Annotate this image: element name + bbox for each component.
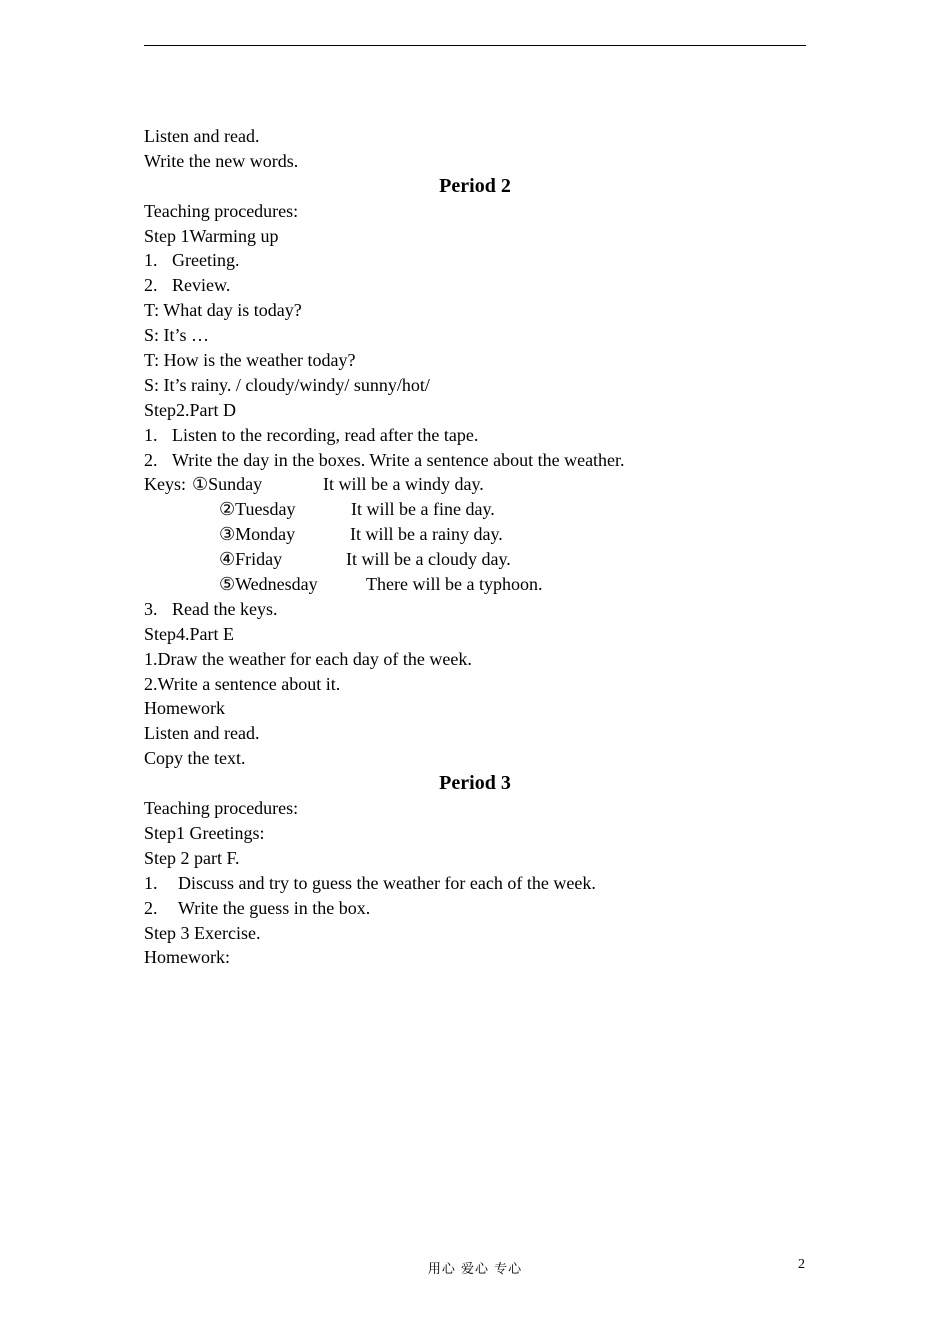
period-3-heading: Period 3: [439, 772, 511, 795]
list-item: [144, 597, 806, 622]
list-text: Listen to the recording, read after the tape.: [172, 424, 479, 445]
dialogue-line: T: What day is today?: [144, 300, 302, 321]
list-text: Discuss and try to guess the weather for each of the week.: [178, 872, 596, 893]
dialogue-line: S: It’s rainy. / cloudy/windy/ sunny/hot/: [144, 374, 430, 395]
key-row: [144, 497, 806, 522]
list-item: [144, 448, 806, 473]
keys-label: Keys:: [144, 474, 186, 495]
header-rule: [144, 45, 806, 46]
key-sentence: There will be a typhoon.: [366, 574, 543, 595]
key-sentence: It will be a cloudy day.: [346, 549, 511, 570]
text-line: Step 2 part F.: [144, 847, 240, 868]
text-line: Step4.Part E: [144, 623, 234, 644]
key-row: [144, 547, 806, 572]
footer-motto: 用心 爱心 专心: [427, 1262, 523, 1277]
key-day: ①Sunday: [192, 474, 263, 495]
key-sentence: It will be a fine day.: [351, 499, 495, 520]
key-row: [144, 472, 806, 497]
list-number: 2.: [144, 275, 158, 296]
text-line: 2.Write a sentence about it.: [144, 673, 341, 694]
text-line: Teaching procedures:: [144, 798, 299, 819]
text-line: Homework: [144, 698, 225, 719]
text-line: Copy the text.: [144, 748, 246, 769]
text-line: Listen and read.: [144, 126, 260, 146]
key-day: ⑤Wednesday: [219, 574, 318, 595]
period-2-heading: Period 2: [439, 174, 511, 197]
list-number: 3.: [144, 598, 158, 619]
text-line: Teaching procedures:: [144, 200, 299, 221]
key-sentence: It will be a windy day.: [323, 474, 484, 495]
text-line: Step 1Warming up: [144, 225, 279, 246]
text-line: Step2.Part D: [144, 399, 236, 420]
key-day: ②Tuesday: [219, 499, 296, 520]
list-text: Greeting.: [172, 250, 240, 271]
list-number: 1.: [144, 250, 158, 271]
list-number: 2.: [144, 897, 158, 918]
text-line: Write the new words.: [144, 150, 299, 171]
dialogue-line: S: It’s …: [144, 325, 210, 346]
list-text: Write the day in the boxes. Write a sentence about the weather.: [172, 449, 625, 470]
list-text: Write the guess in the box.: [178, 897, 371, 918]
key-row: [144, 522, 806, 547]
key-day: ③Monday: [219, 524, 296, 545]
list-number: 1.: [144, 872, 158, 893]
list-number: 1.: [144, 424, 158, 445]
list-text: Read the keys.: [172, 598, 278, 619]
text-line: 1.Draw the weather for each day of the week.: [144, 648, 472, 669]
text-line: Step 3 Exercise.: [144, 922, 261, 943]
list-item: [144, 896, 806, 921]
list-item: [144, 248, 806, 273]
text-line: Homework:: [144, 947, 230, 968]
text-line: Step1 Greetings:: [144, 822, 265, 843]
key-sentence: It will be a rainy day.: [350, 524, 503, 545]
key-row: [144, 572, 806, 597]
document-body: [144, 124, 806, 970]
list-item: [144, 423, 806, 448]
page-number: 2: [798, 1257, 805, 1272]
key-day: ④Friday: [219, 549, 283, 570]
list-item: [144, 871, 806, 896]
dialogue-line: T: How is the weather today?: [144, 350, 356, 371]
list-item: [144, 273, 806, 298]
text-line: Listen and read.: [144, 723, 260, 744]
list-text: Review.: [172, 275, 231, 296]
list-number: 2.: [144, 449, 158, 470]
